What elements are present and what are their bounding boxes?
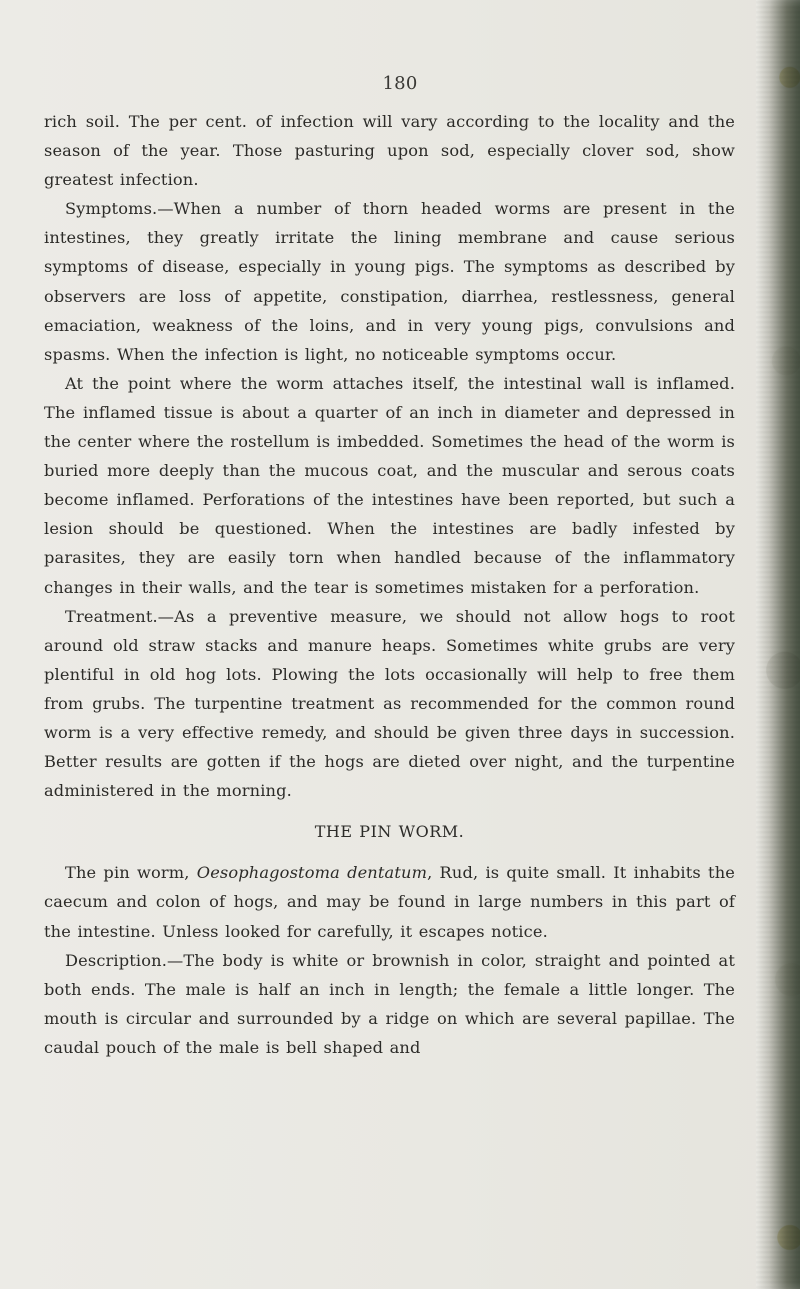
paragraph-attachment-inflammation: At the point where the worm attaches itself, the intestinal wall is inflamed. The inflamed tissue is about a quarter of an inch in diameter and depressed in the center where the rostellum is imbedded. Sometimes the head of the worm is buried more deeply than the mucous coat, and the muscular and serous coats become inflamed. Perforations of the intestines have been reported, but such a lesion should be questioned. When the intestines are badly infested by parasites, they are easily torn when handled because of the inflammatory changes in their walls, and the tear is sometimes mistaken for a perforation. xyxy=(44,373,735,597)
page-number: 180 xyxy=(382,73,418,94)
paragraph-symptoms: Symptoms.—When a number of thorn headed worms are present in the intestines, they greatly irritate the lining membrane and cause serious symptoms of disease, especially in young pigs. The symptoms as described by observers are loss of appetite, constipation, diarrhea, restlessness, general emaciation, weakness of the loins, and in very young pigs, convulsions and spasms. When the infection is light, no noticeable symptoms occur. xyxy=(44,199,735,364)
page-text-block xyxy=(44,107,735,1062)
intro-text-after: , Rud, is quite small. It inhabits the caecum and colon of hogs, and may be found in large numbers in this part of the intestine. Unless looked for carefully, it escapes notice. xyxy=(44,863,735,941)
paragraph-description: Description.—The body is white or brownish in color, straight and pointed at both ends. The male is half an inch in length; the female a little longer. The mouth is circular and surrounded by a ridge on which are several papillae. The caudal pouch of the male is bell shaped and xyxy=(44,950,735,1057)
page-edge-shadow xyxy=(756,0,800,1289)
section-heading-pin-worm: THE PIN WORM. xyxy=(314,822,465,842)
paragraph-treatment: Treatment.—As a preventive measure, we should not allow hogs to root around old straw stacks and manure heaps. Sometimes white grubs are very plentiful in old hog lots. Plowing the lots occasionally will help to free them from grubs. The turpentine treatment as recommended for the common round worm is a very effective remedy, and should be given three days in succession. Better results are gotten if the hogs are dieted over night, and the turpentine administered in the morning. xyxy=(44,606,735,801)
species-name: Oesophagostoma dentatum xyxy=(196,863,428,883)
intro-text-before: The pin worm, xyxy=(65,863,197,883)
paragraph-soil-infection: rich soil. The per cent. of infection will vary according to the locality and the season of the year. Those pasturing upon sod, especially clover sod, show greatest infection. xyxy=(44,112,735,190)
paragraph-pin-worm-intro xyxy=(44,858,735,945)
